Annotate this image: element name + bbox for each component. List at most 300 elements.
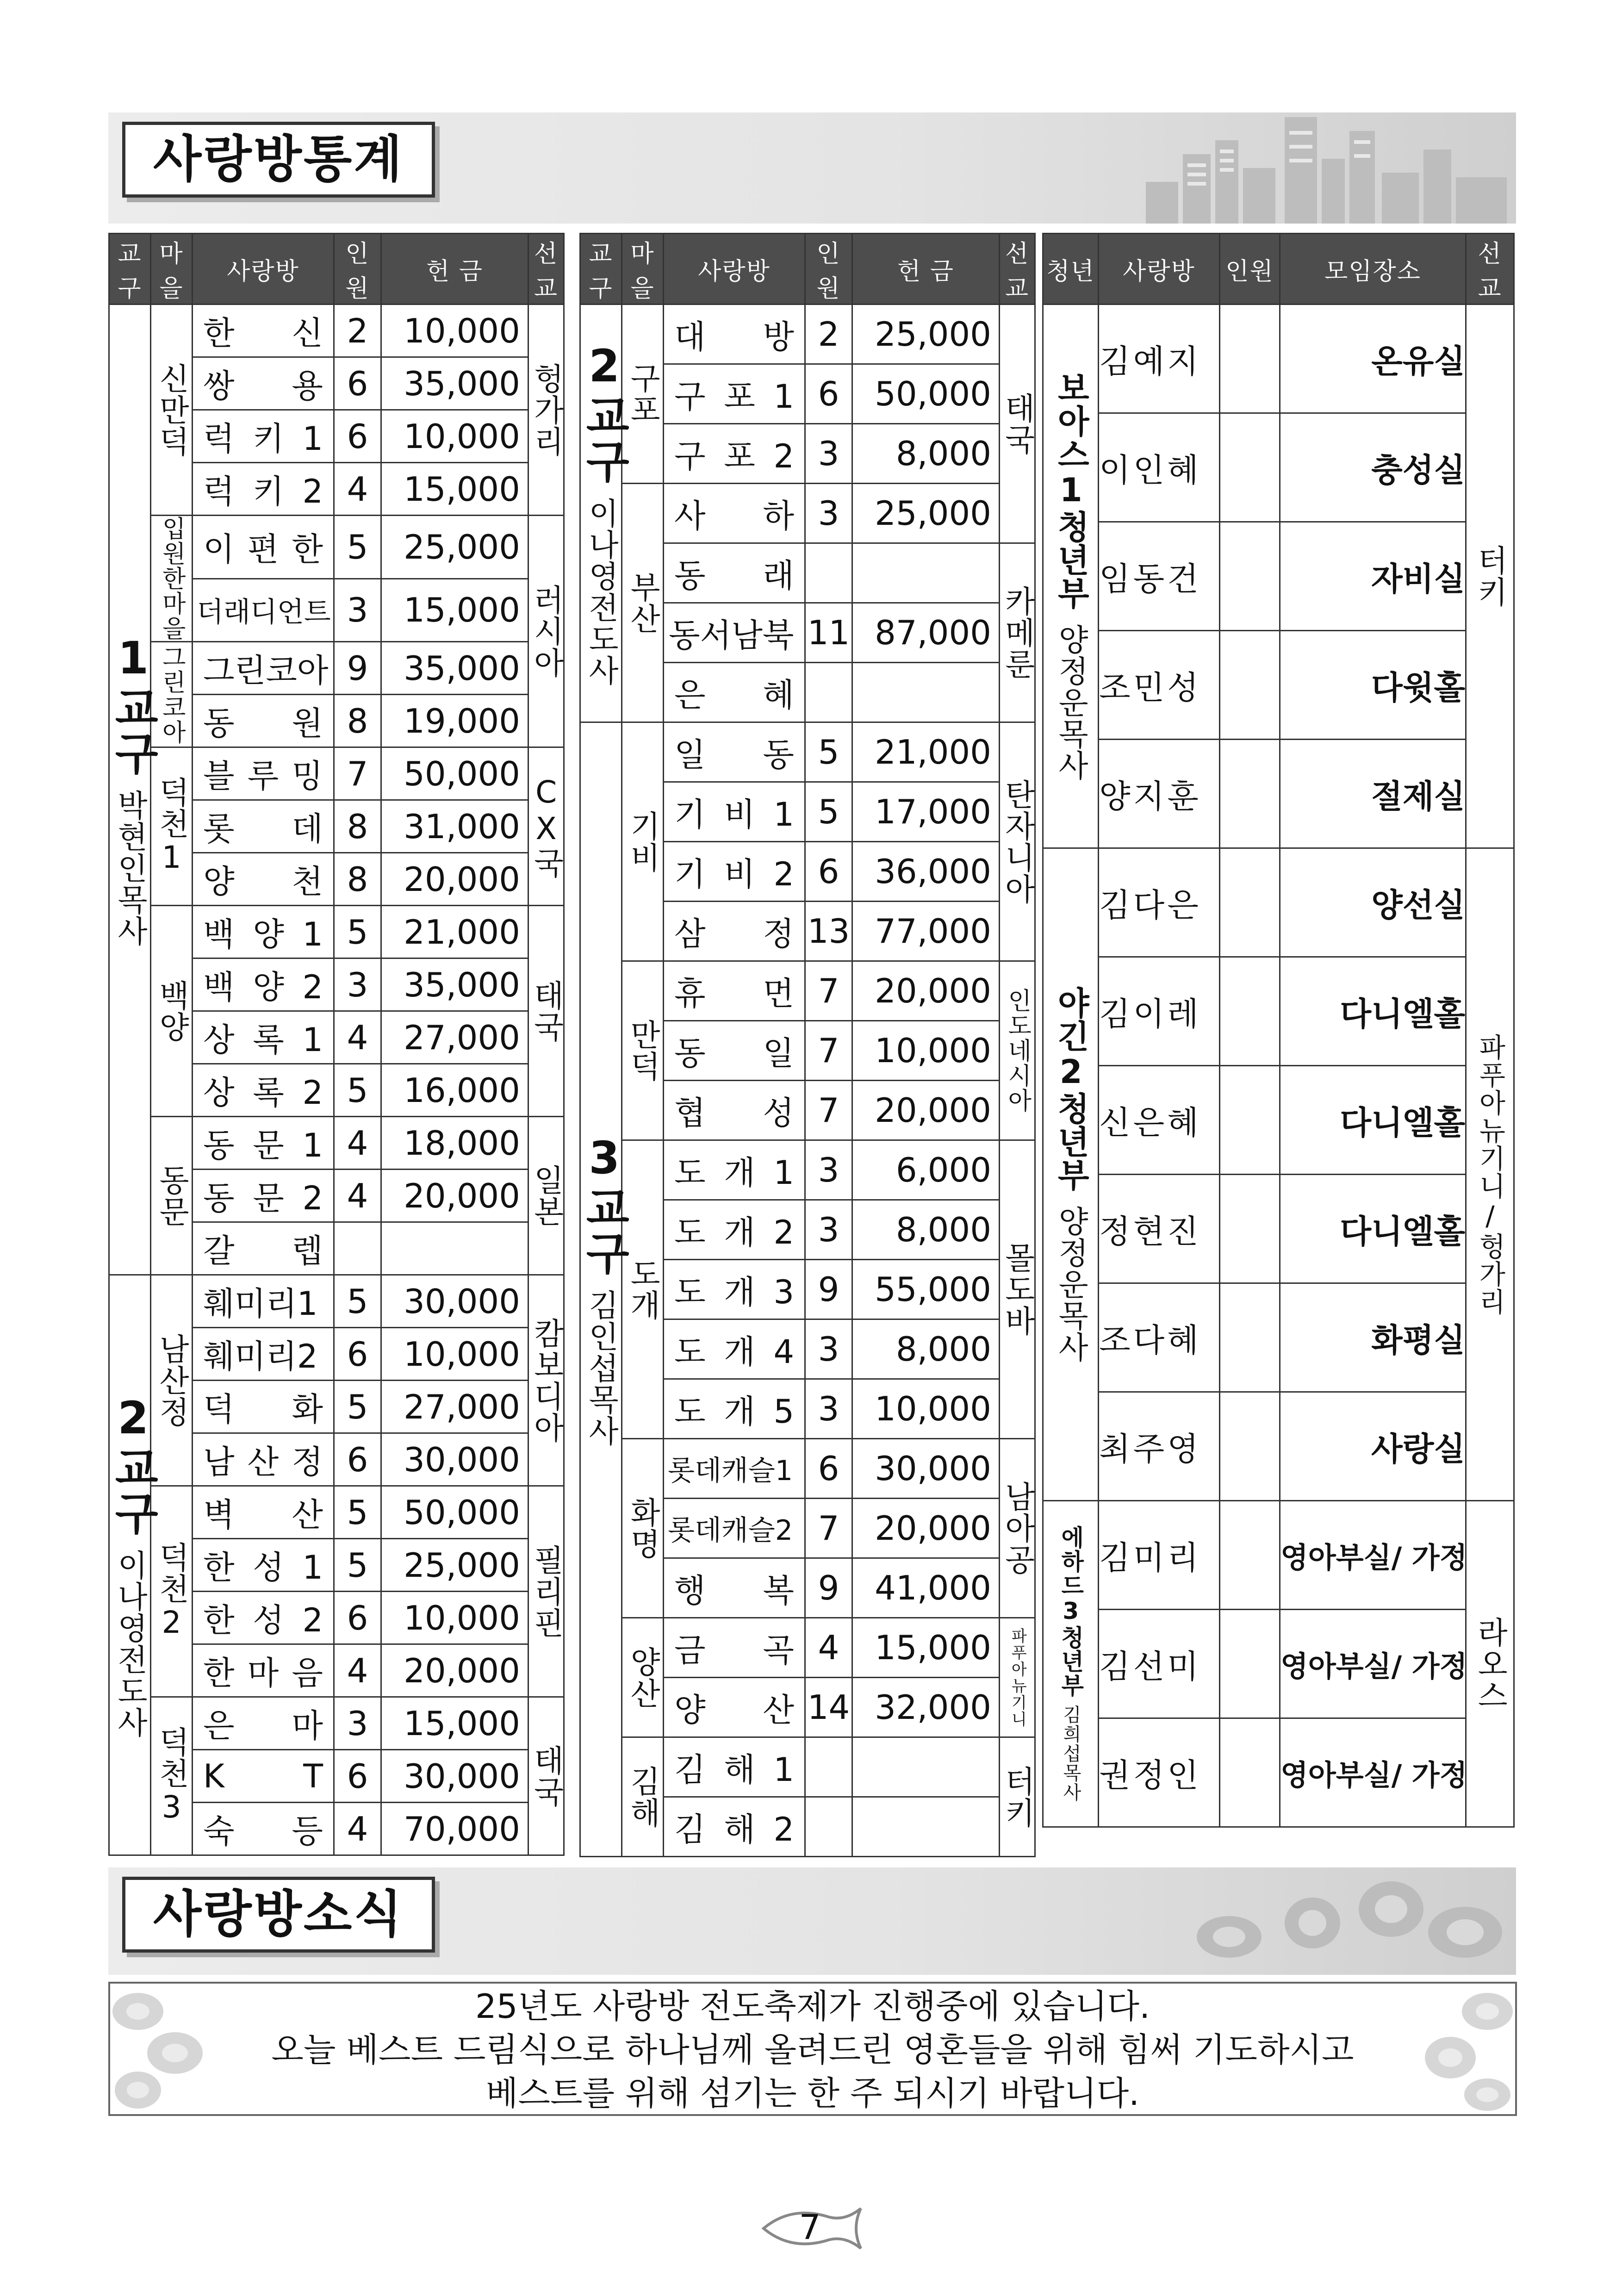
room-name: 대 방 (664, 305, 805, 364)
room-name: 상 록 2 (193, 1064, 334, 1117)
news-title: 사랑방소식 (122, 1877, 435, 1953)
village-cell (151, 906, 193, 1117)
room-name: 기 비 1 (664, 782, 805, 842)
village-cell (622, 722, 664, 961)
gyogu-1-number: 1 (107, 632, 159, 685)
offering-amount (852, 663, 1000, 722)
flowers-image (1174, 1867, 1516, 1975)
room-name: 구 포 1 (664, 364, 805, 424)
offering-amount: 8,000 (852, 1200, 1000, 1260)
member-count (1220, 1718, 1280, 1827)
table-row (109, 1697, 564, 1750)
village-cell (622, 1439, 664, 1618)
gyogu-2-word: 교구 (578, 393, 630, 484)
table-row (109, 747, 564, 800)
room-name: 은 혜 (664, 663, 805, 722)
member-count: 6 (334, 410, 381, 463)
room-name: 그린코아 (193, 642, 334, 695)
room-name: 이 편 한 (193, 516, 334, 579)
member-count (1220, 305, 1280, 413)
mission-name: 터키 (1472, 545, 1508, 608)
meeting-place: 영아부실/ 가정 (1280, 1501, 1466, 1610)
room-name: K T (193, 1750, 334, 1803)
village-name: 양산 (625, 1646, 661, 1709)
col-sarangbang: 사랑방 (664, 234, 805, 305)
member-count: 13 (805, 902, 852, 961)
member-count: 6 (334, 1433, 381, 1486)
mission-cell (1000, 305, 1035, 543)
offering-amount: 25,000 (852, 305, 1000, 364)
room-name: 동 문 2 (193, 1170, 334, 1222)
village-name: 그린코아 (157, 644, 186, 745)
village-cell (622, 961, 664, 1140)
member-count: 8 (334, 800, 381, 853)
offering-amount (852, 1737, 1000, 1797)
room-name: 쌍 용 (193, 357, 334, 410)
youth-2-cell (1043, 848, 1099, 1501)
member-count: 5 (334, 1064, 381, 1117)
offering-amount: 10,000 (381, 410, 528, 463)
room-name: 동 문 1 (193, 1117, 334, 1170)
table-row (580, 484, 1035, 543)
table-row (580, 961, 1035, 1021)
offering-amount: 20,000 (381, 1644, 528, 1697)
mission-cell (528, 906, 564, 1117)
member-count (1220, 1175, 1280, 1283)
village-cell (622, 1737, 664, 1857)
gyogu-1-pastor: 박현인목사 (112, 790, 148, 947)
table-row (580, 1618, 1035, 1678)
mission-cell (1000, 1618, 1035, 1737)
member-count: 8 (334, 853, 381, 906)
village-name: 도개 (625, 1258, 661, 1321)
village-name: 김해 (625, 1765, 661, 1829)
member-count: 3 (334, 958, 381, 1011)
leader-name: 최주영 (1099, 1392, 1220, 1501)
table-row (1043, 522, 1514, 631)
village-cell (151, 1117, 193, 1275)
member-count: 4 (334, 1170, 381, 1222)
room-name: 기 비 2 (664, 842, 805, 902)
youth-header-row (1043, 234, 1514, 305)
village-name: 덕천1 (154, 777, 190, 876)
mission-name: 터키 (999, 1765, 1035, 1829)
gyogu-2-number: 2 (107, 1392, 159, 1445)
news-message-box (108, 1982, 1517, 2116)
offering-amount: 30,000 (852, 1439, 1000, 1499)
table-row (1043, 631, 1514, 740)
leader-name: 이인혜 (1099, 413, 1220, 522)
news-line-1: 25년도 사랑방 전도축제가 진행중에 있습니다. (475, 1987, 1150, 2026)
offering-amount: 20,000 (852, 1081, 1000, 1140)
col-gyogu: 교구 (580, 234, 622, 305)
youth-1-name: 보아스1청년부 (1052, 371, 1090, 610)
mission-name: 파푸아뉴기니 (1008, 1627, 1027, 1728)
table-row (109, 305, 564, 357)
member-count: 3 (805, 1319, 852, 1379)
room-name: 블 루 밍 (193, 747, 334, 800)
room-name: 럭 키 2 (193, 463, 334, 516)
room-name: 삼 정 (664, 902, 805, 961)
table-row (109, 906, 564, 958)
gyogu-3-word: 교구 (578, 1185, 630, 1276)
table-row (1043, 957, 1514, 1066)
member-count (805, 1797, 852, 1857)
village-name: 구포 (625, 362, 661, 425)
offering-amount: 25,000 (852, 484, 1000, 543)
gyogu-2-pastor: 이나영전도사 (112, 1549, 148, 1738)
mission-name: 탄자니아 (999, 778, 1035, 905)
youth-3-pastor: 김희섭목사 (1060, 1705, 1081, 1802)
offering-amount: 50,000 (381, 1486, 528, 1539)
youth-2-pastor: 양정운목사 (1053, 1205, 1089, 1363)
meeting-place: 온유실 (1280, 305, 1466, 413)
meeting-place: 다니엘홀 (1280, 1175, 1466, 1283)
village-name: 만덕 (625, 1019, 661, 1082)
member-count: 5 (334, 906, 381, 958)
gyogu-3-cell (578, 722, 630, 1857)
mission-cell (1000, 543, 1035, 722)
col-sarangbang: 사랑방 (193, 234, 334, 305)
room-name: 김 해 1 (664, 1737, 805, 1797)
village-name: 기비 (625, 810, 661, 873)
mission-name: 태국 (528, 1744, 564, 1808)
offering-amount: 25,000 (381, 516, 528, 579)
table-row (1043, 1392, 1514, 1501)
meeting-place: 사랑실 (1280, 1392, 1466, 1501)
offering-amount: 10,000 (852, 1021, 1000, 1081)
table-row (1043, 848, 1514, 957)
member-count: 4 (334, 463, 381, 516)
mission-cell (528, 747, 564, 906)
room-name: 은 마 (193, 1697, 334, 1750)
member-count: 5 (805, 722, 852, 782)
table-row (580, 1737, 1035, 1797)
youth-3-cell (1043, 1501, 1099, 1827)
left-header-row (109, 234, 564, 305)
member-count: 4 (334, 1011, 381, 1064)
room-name: 덕 화 (193, 1381, 334, 1433)
table-row (109, 642, 564, 695)
offering-amount: 30,000 (381, 1275, 528, 1328)
offering-amount: 35,000 (381, 642, 528, 695)
member-count (1220, 413, 1280, 522)
table-row (1043, 740, 1514, 848)
room-name: 훼미리1 (193, 1275, 334, 1328)
table-row (1043, 1066, 1514, 1175)
member-count (1220, 740, 1280, 848)
meeting-place: 자비실 (1280, 522, 1466, 631)
meeting-place: 다니엘홀 (1280, 957, 1466, 1066)
member-count: 6 (805, 364, 852, 424)
member-count: 7 (805, 1081, 852, 1140)
member-count (1220, 1610, 1280, 1718)
offering-amount: 36,000 (852, 842, 1000, 902)
village-name: 신만덕 (154, 362, 190, 457)
member-count: 5 (334, 1381, 381, 1433)
room-name: 일 동 (664, 722, 805, 782)
member-count (1220, 631, 1280, 740)
village-name: 덕천2 (154, 1542, 190, 1641)
mission-name: 라오스 (1472, 1617, 1508, 1711)
gyogu-2-number: 2 (578, 340, 630, 393)
col-inwon: 인원 (334, 234, 381, 305)
col-inwon: 인원 (1220, 234, 1280, 305)
mission-name: 태국 (999, 392, 1035, 455)
mission-name: CX국 (528, 774, 564, 879)
member-count: 3 (334, 579, 381, 642)
member-count: 4 (334, 1117, 381, 1170)
room-name: 동 일 (664, 1021, 805, 1081)
offering-amount: 32,000 (852, 1678, 1000, 1737)
mission-cell (528, 1275, 564, 1486)
mission-cell (1000, 1140, 1035, 1439)
table-row (1043, 1501, 1514, 1610)
member-count: 2 (334, 305, 381, 357)
village-name: 화명 (625, 1497, 661, 1560)
member-count: 5 (334, 1486, 381, 1539)
room-name: 양 산 (664, 1678, 805, 1737)
room-name: 도 개 4 (664, 1319, 805, 1379)
room-name: 럭 키 1 (193, 410, 334, 463)
room-name: 도 개 3 (664, 1260, 805, 1319)
room-name: 한 성 2 (193, 1592, 334, 1644)
leader-name: 신은혜 (1099, 1066, 1220, 1175)
table-row (580, 722, 1035, 782)
table-row (1043, 1718, 1514, 1827)
leader-name: 김선미 (1099, 1610, 1220, 1718)
member-count (1220, 1283, 1280, 1392)
mission-cell (1000, 722, 1035, 961)
offering-amount: 30,000 (381, 1433, 528, 1486)
col-seongyo: 선교 (528, 234, 564, 305)
offering-amount: 18,000 (381, 1117, 528, 1170)
leader-name: 김예지 (1099, 305, 1220, 413)
mission-name: 러시아 (528, 584, 564, 678)
member-count: 4 (334, 1644, 381, 1697)
member-count (334, 1222, 381, 1275)
member-count: 14 (805, 1678, 852, 1737)
offering-amount: 19,000 (381, 695, 528, 747)
village-name: 덕천3 (154, 1726, 190, 1826)
member-count: 8 (334, 695, 381, 747)
member-count (1220, 957, 1280, 1066)
mission-name: 헝가리 (528, 362, 564, 457)
room-name: 한 마 음 (193, 1644, 334, 1697)
member-count: 7 (805, 1021, 852, 1081)
village-name: 백양 (154, 979, 190, 1043)
offering-amount: 27,000 (381, 1011, 528, 1064)
member-count: 6 (334, 357, 381, 410)
member-count: 5 (334, 1539, 381, 1592)
village-cell (151, 1697, 193, 1855)
news-line-3: 베스트를 위해 섬기는 한 주 되시기 바랍니다. (485, 2074, 1140, 2113)
mission-cell (1466, 848, 1514, 1501)
mission-name: 파푸아뉴기니/헝가리 (1474, 1033, 1506, 1316)
member-count: 5 (334, 1275, 381, 1328)
table-row (1043, 413, 1514, 522)
room-name: 도 개 1 (664, 1140, 805, 1200)
room-name: 한 성 1 (193, 1539, 334, 1592)
gyogu-1-word: 교구 (107, 685, 159, 776)
youth-2-name: 야긴2청년부 (1052, 986, 1090, 1192)
offering-amount: 15,000 (381, 579, 528, 642)
mission-name: 태국 (528, 979, 564, 1043)
room-name: 한 신 (193, 305, 334, 357)
member-count: 3 (805, 484, 852, 543)
stats-banner (108, 112, 1516, 224)
village-name: 남산정 (154, 1333, 190, 1428)
news-banner (108, 1867, 1516, 1975)
leader-name: 김미리 (1099, 1501, 1220, 1610)
room-name: 동 래 (664, 543, 805, 603)
member-count: 11 (805, 603, 852, 663)
room-name: 상 록 1 (193, 1011, 334, 1064)
meeting-place: 영아부실/ 가정 (1280, 1718, 1466, 1827)
room-name: 롯데캐슬1 (664, 1439, 805, 1499)
room-name: 도 개 2 (664, 1200, 805, 1260)
room-name: 협 성 (664, 1081, 805, 1140)
meeting-place: 다윗홀 (1280, 631, 1466, 740)
col-heongeum: 헌 금 (381, 234, 528, 305)
room-name: 훼미리2 (193, 1328, 334, 1381)
village-cell (151, 516, 193, 642)
offering-amount: 20,000 (381, 1170, 528, 1222)
offering-amount: 21,000 (852, 722, 1000, 782)
member-count (1220, 848, 1280, 957)
member-count (1220, 1501, 1280, 1610)
leader-name: 권정인 (1099, 1718, 1220, 1827)
offering-amount: 15,000 (381, 463, 528, 516)
member-count: 6 (805, 842, 852, 902)
member-count (805, 1737, 852, 1797)
offering-amount: 10,000 (381, 1592, 528, 1644)
member-count: 3 (805, 1379, 852, 1439)
member-count: 5 (805, 782, 852, 842)
col-maeul: 마을 (622, 234, 664, 305)
col-heongeum: 헌 금 (852, 234, 1000, 305)
mission-cell (528, 1486, 564, 1697)
youth-1-pastor: 양정운목사 (1053, 624, 1089, 781)
offering-amount (852, 543, 1000, 603)
offering-amount: 50,000 (852, 364, 1000, 424)
room-name: 도 개 5 (664, 1379, 805, 1439)
table-row (1043, 1610, 1514, 1718)
page-number: 7 (799, 2208, 821, 2247)
offering-amount: 8,000 (852, 1319, 1000, 1379)
member-count: 9 (805, 1260, 852, 1319)
city-skyline-image (1137, 112, 1516, 224)
room-name: 금 곡 (664, 1618, 805, 1678)
mission-cell (1000, 1439, 1035, 1618)
gyogu-1-cell (107, 305, 159, 1275)
member-count: 7 (334, 747, 381, 800)
offering-amount: 87,000 (852, 603, 1000, 663)
mission-cell (1466, 1501, 1514, 1827)
member-count: 7 (805, 1499, 852, 1558)
table-row (1043, 1283, 1514, 1392)
table-row (109, 1275, 564, 1328)
member-count: 3 (805, 424, 852, 484)
offering-amount: 77,000 (852, 902, 1000, 961)
village-name: 입원한마을 (157, 516, 186, 641)
left-stats-table (108, 233, 565, 1856)
offering-amount: 16,000 (381, 1064, 528, 1117)
room-name: 갈 렙 (193, 1222, 334, 1275)
leader-name: 조민성 (1099, 631, 1220, 740)
room-name: 백 양 2 (193, 958, 334, 1011)
mission-name: 캄보디아 (528, 1317, 564, 1444)
member-count (805, 543, 852, 603)
col-seongyo: 선교 (1000, 234, 1035, 305)
leader-name: 김이레 (1099, 957, 1220, 1066)
room-name: 벽 산 (193, 1486, 334, 1539)
offering-amount: 8,000 (852, 424, 1000, 484)
village-cell (622, 1618, 664, 1737)
offering-amount (381, 1222, 528, 1275)
room-name: 백 양 1 (193, 906, 334, 958)
page-number-badge (759, 2203, 870, 2254)
mission-cell (528, 1697, 564, 1855)
room-name: 동 원 (193, 695, 334, 747)
middle-stats-table (579, 233, 1036, 1857)
room-name: 양 천 (193, 853, 334, 906)
offering-amount: 27,000 (381, 1381, 528, 1433)
offering-amount: 35,000 (381, 357, 528, 410)
mission-cell (1000, 961, 1035, 1140)
member-count: 6 (805, 1439, 852, 1499)
member-count: 7 (805, 961, 852, 1021)
room-name: 휴 먼 (664, 961, 805, 1021)
member-count: 9 (334, 642, 381, 695)
youth-1-cell (1043, 305, 1099, 848)
member-count (1220, 522, 1280, 631)
offering-amount: 10,000 (381, 1328, 528, 1381)
leader-name: 임동건 (1099, 522, 1220, 631)
room-name: 김 해 2 (664, 1797, 805, 1857)
col-inwon: 인원 (805, 234, 852, 305)
member-count (805, 663, 852, 722)
offering-amount: 55,000 (852, 1260, 1000, 1319)
village-cell (622, 484, 664, 722)
room-name: 숙 등 (193, 1803, 334, 1855)
mission-cell (1466, 305, 1514, 848)
member-count: 3 (805, 1140, 852, 1200)
member-count: 6 (334, 1750, 381, 1803)
member-count: 5 (334, 516, 381, 579)
mission-cell (528, 1117, 564, 1275)
room-name: 구 포 2 (664, 424, 805, 484)
table-row (109, 1486, 564, 1539)
room-name: 롯 데 (193, 800, 334, 853)
offering-amount: 25,000 (381, 1539, 528, 1592)
offering-amount: 30,000 (381, 1750, 528, 1803)
col-seongyo: 선교 (1466, 234, 1514, 305)
gyogu-2-pastor: 이나영전도사 (583, 498, 619, 686)
gyogu-2-cell (107, 1275, 159, 1855)
member-count: 3 (805, 1200, 852, 1260)
offering-amount: 10,000 (852, 1379, 1000, 1439)
member-count (1220, 1392, 1280, 1501)
gyogu-3-number: 3 (578, 1132, 630, 1185)
offering-amount: 31,000 (381, 800, 528, 853)
col-moimjangso: 모임장소 (1280, 234, 1466, 305)
leader-name: 조다혜 (1099, 1283, 1220, 1392)
meeting-place: 양선실 (1280, 848, 1466, 957)
member-count: 4 (805, 1618, 852, 1678)
gyogu-2-cell (578, 305, 630, 722)
village-name: 부산 (625, 571, 661, 635)
